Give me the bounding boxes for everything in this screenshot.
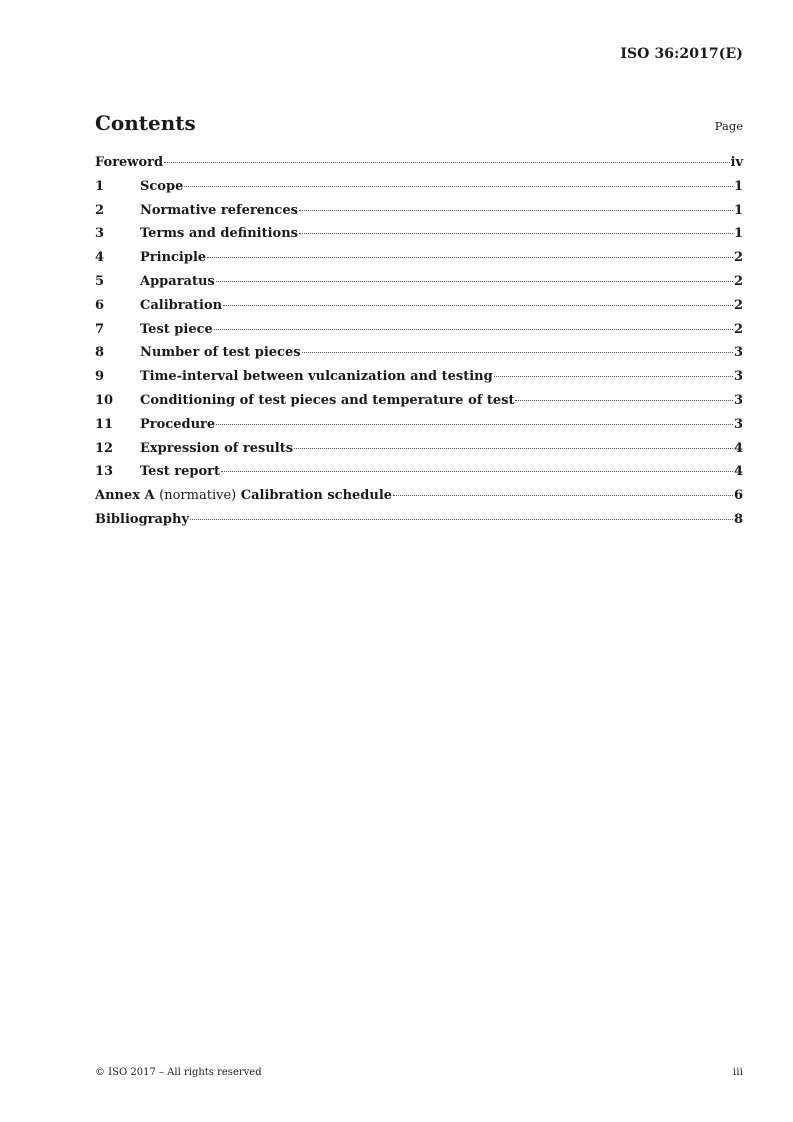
- toc-entry[interactable]: [95, 298, 743, 322]
- toc-dot-leader: [216, 424, 733, 425]
- toc-entry-title-text: Test piece: [140, 321, 213, 337]
- toc-entry[interactable]: [95, 369, 743, 393]
- toc-entry-number: 13: [95, 464, 114, 480]
- toc-entry-number: 8: [95, 345, 105, 361]
- toc-entry[interactable]: [95, 203, 743, 227]
- toc-entry-page: 3: [733, 416, 743, 432]
- toc-entry-number: 1: [95, 178, 105, 194]
- toc-entry-page: 6: [733, 488, 743, 504]
- toc-entry-title-text: Time-interval between vulcanization and testing: [140, 369, 493, 385]
- toc-entry-title: [140, 179, 183, 194]
- toc-entry-title-text: Number of test pieces: [140, 345, 301, 361]
- toc-entry-annex-type: (normative): [159, 488, 237, 504]
- toc-entry[interactable]: [95, 179, 743, 203]
- copyright-notice: © ISO 2017 – All rights reserved: [95, 1067, 262, 1078]
- toc-entry-title: [140, 441, 293, 456]
- toc-entry-number: 3: [95, 226, 105, 242]
- toc-entry-title: [140, 226, 298, 241]
- toc-entry-annex-title: Calibration schedule: [236, 488, 393, 504]
- toc-entry[interactable]: [95, 250, 743, 274]
- toc-entry-title-text: Apparatus: [140, 273, 215, 289]
- toc-entry-title: [140, 274, 215, 289]
- page-column-label: Page: [714, 119, 743, 133]
- toc-dot-leader: [214, 329, 733, 330]
- toc-entry-page: 4: [733, 440, 743, 456]
- toc-dot-leader: [221, 471, 733, 472]
- toc-entry-title-text: Annex A: [95, 488, 160, 504]
- toc-entry-title-text: Foreword: [95, 155, 164, 170]
- toc-dot-leader: [494, 376, 733, 377]
- toc-dot-leader: [515, 400, 732, 401]
- toc-entry-title-text: Conditioning of test pieces and temperature of test: [140, 392, 515, 408]
- toc-entry-title: [140, 322, 213, 337]
- toc-entry-page: 2: [733, 250, 743, 266]
- contents-header: [95, 111, 743, 139]
- toc-dot-leader: [393, 495, 733, 496]
- document-identifier: ISO 36:2017(E): [620, 46, 743, 62]
- toc-dot-leader: [164, 162, 729, 163]
- toc-entry-page: 3: [733, 369, 743, 385]
- toc-entry-title-text: Principle: [140, 250, 207, 266]
- toc-dot-leader: [299, 233, 733, 234]
- toc-entry-title-text: Terms and definitions: [140, 226, 298, 242]
- toc-entry-page: 1: [733, 202, 743, 218]
- toc-entry[interactable]: [95, 417, 743, 441]
- toc-entry-title-text: Normative references: [140, 202, 298, 218]
- toc-entry-title: [140, 417, 215, 432]
- toc-entry-number: 2: [95, 202, 105, 218]
- toc-entry-title: [95, 512, 189, 527]
- toc-entry-page: 1: [733, 226, 743, 242]
- toc-dot-leader: [223, 305, 733, 306]
- toc-dot-leader: [294, 448, 733, 449]
- toc-entry-number: 4: [95, 250, 105, 266]
- toc-entry-title-text: Procedure: [140, 416, 216, 432]
- table-of-contents: [95, 155, 743, 536]
- toc-entry-number: 10: [95, 392, 114, 408]
- toc-entry-number: 5: [95, 273, 105, 289]
- toc-dot-leader: [190, 519, 733, 520]
- toc-entry-title: [140, 393, 514, 408]
- toc-entry-title: [140, 345, 301, 360]
- toc-entry-title-text: Expression of results: [140, 440, 294, 456]
- toc-entry-page: 2: [733, 297, 743, 313]
- toc-entry-number: 11: [95, 416, 114, 432]
- toc-entry-page: 1: [733, 178, 743, 194]
- toc-dot-leader: [184, 186, 733, 187]
- toc-entry-number: 9: [95, 369, 105, 385]
- toc-dot-leader: [207, 257, 733, 258]
- toc-entry[interactable]: [95, 464, 743, 488]
- toc-dot-leader: [302, 352, 733, 353]
- toc-entry-title: [140, 203, 298, 218]
- toc-entry-page: 2: [733, 321, 743, 337]
- toc-entry-number: 6: [95, 297, 105, 313]
- toc-entry-title-text: Test report: [140, 464, 221, 480]
- toc-entry[interactable]: [95, 512, 743, 536]
- toc-dot-leader: [299, 210, 733, 211]
- toc-entry-page: 3: [733, 345, 743, 361]
- toc-entry[interactable]: [95, 226, 743, 250]
- toc-entry-title: [95, 488, 392, 503]
- page-number: iii: [732, 1066, 743, 1078]
- toc-entry-title: [140, 369, 493, 384]
- toc-entry-title: [140, 298, 222, 313]
- toc-entry-page: 3: [733, 392, 743, 408]
- toc-entry-page: iv: [730, 155, 743, 170]
- toc-entry-title-text: Calibration: [140, 297, 223, 313]
- toc-entry[interactable]: [95, 155, 743, 179]
- toc-entry-page: 8: [733, 511, 743, 527]
- toc-entry[interactable]: [95, 345, 743, 369]
- toc-entry-page: 4: [733, 464, 743, 480]
- toc-entry-title-text: Scope: [140, 178, 184, 194]
- toc-entry-page: 2: [733, 273, 743, 289]
- toc-entry-number: 12: [95, 440, 114, 456]
- toc-entry[interactable]: [95, 274, 743, 298]
- toc-dot-leader: [216, 281, 733, 282]
- toc-entry[interactable]: [95, 322, 743, 346]
- toc-entry-title-text: Bibliography: [95, 511, 190, 527]
- toc-entry[interactable]: [95, 488, 743, 512]
- toc-entry-number: 7: [95, 321, 105, 337]
- toc-entry-title: [140, 464, 220, 479]
- toc-entry-title: [95, 155, 163, 170]
- contents-title: Contents: [95, 111, 196, 135]
- toc-entry-title: [140, 250, 206, 265]
- toc-entry[interactable]: [95, 441, 743, 465]
- toc-entry[interactable]: [95, 393, 743, 417]
